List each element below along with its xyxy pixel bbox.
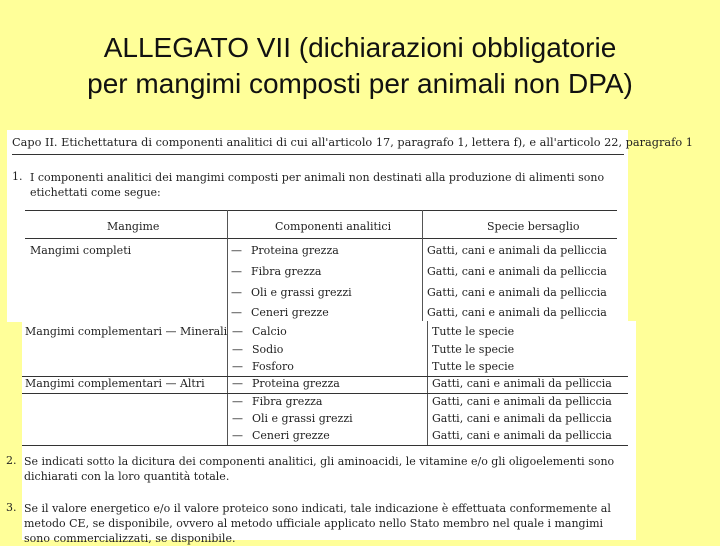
dash: — xyxy=(232,395,243,408)
item-1-number: 1. xyxy=(12,170,23,183)
feed-label: Mangimi complementari — Minerali xyxy=(25,325,228,338)
species-cell: Tutte le specie xyxy=(432,343,515,356)
item-3-number: 3. xyxy=(6,501,17,514)
species-cell: Gatti, cani e animali da pelliccia xyxy=(427,265,607,278)
species-cell: Tutte le specie xyxy=(432,360,515,373)
component-cell: Calcio xyxy=(252,325,287,338)
item-2-text: Se indicati sotto la dicitura dei componenti analitici, gli aminoacidi, le vitamine e/o gli oligoelementi sono dichiarati con la loro quantità totale. xyxy=(24,455,615,483)
species-cell: Gatti, cani e animali da pelliccia xyxy=(432,395,612,408)
table-bottom-rule xyxy=(22,445,628,446)
table-row xyxy=(232,360,294,373)
table-divider-2 xyxy=(427,321,428,445)
component-cell: Proteina grezza xyxy=(251,244,339,257)
row-rule xyxy=(22,393,628,394)
slide-title-line-1: ALLEGATO VII (dichiarazioni obbligatorie xyxy=(103,32,617,63)
species-cell: Gatti, cani e animali da pelliccia xyxy=(427,244,607,257)
table-row xyxy=(231,286,352,299)
species-cell: Tutte le specie xyxy=(432,325,515,338)
table-divider-1 xyxy=(227,210,228,322)
table-row xyxy=(232,429,330,442)
species-cell: Gatti, cani e animali da pelliccia xyxy=(427,286,607,299)
species-cell: Gatti, cani e animali da pelliccia xyxy=(432,377,612,390)
dash: — xyxy=(232,325,243,338)
species-cell: Gatti, cani e animali da pelliccia xyxy=(432,429,612,442)
component-cell: Fibra grezza xyxy=(251,265,322,278)
table-row xyxy=(231,244,339,257)
scanned-document-top xyxy=(7,130,693,322)
component-cell: Fibra grezza xyxy=(252,395,323,408)
table-row xyxy=(231,265,321,278)
table-header-feed: Mangime xyxy=(107,220,160,233)
table-divider-2 xyxy=(422,210,423,322)
table-top-rule xyxy=(25,210,617,211)
component-cell: Fosforo xyxy=(252,360,294,373)
dash: — xyxy=(232,377,243,390)
scanned-document-bottom xyxy=(6,321,636,545)
dash: — xyxy=(232,412,243,425)
component-cell: Ceneri grezze xyxy=(252,429,330,442)
item-1-text: I componenti analitici dei mangimi composti per animali non destinati alla produzione di alimenti sono etichettati come segue: xyxy=(30,171,605,199)
dash: — xyxy=(231,306,242,319)
component-cell: Oli e grassi grezzi xyxy=(252,412,353,425)
dash: — xyxy=(231,265,242,278)
component-cell: Proteina grezza xyxy=(252,377,340,390)
table-header-rule xyxy=(25,238,617,239)
dash: — xyxy=(232,429,243,442)
slide-title-line-2: per mangimi composti per animali non DPA) xyxy=(87,68,633,99)
dash: — xyxy=(232,360,243,373)
species-cell: Gatti, cani e animali da pelliccia xyxy=(432,412,612,425)
table-row xyxy=(231,306,329,319)
table-row xyxy=(232,343,283,356)
feed-label: Mangimi complementari — Altri xyxy=(25,377,205,390)
table-row xyxy=(232,325,287,338)
slide-title xyxy=(0,30,720,102)
table-header-species: Specie bersaglio xyxy=(487,220,580,233)
dash: — xyxy=(231,286,242,299)
chapter-heading: Capo II. Etichettatura di componenti analitici di cui all'articolo 17, paragrafo 1, lettera f), e all'articolo 22, paragrafo 1 xyxy=(12,136,693,149)
species-cell: Gatti, cani e animali da pelliccia xyxy=(427,306,607,319)
feed-label: Mangimi completi xyxy=(30,244,132,257)
table-row xyxy=(232,412,353,425)
item-3-text: Se il valore energetico e/o il valore proteico sono indicati, tale indicazione è effettuata conformemente al metodo CE, se disponibile, ovvero al metodo ufficiale applicato nello Stato membro nel quale i mangimi sono commercializzati, se disponibile. xyxy=(24,502,611,545)
component-cell: Oli e grassi grezzi xyxy=(251,286,352,299)
component-cell: Ceneri grezze xyxy=(251,306,329,319)
table-divider-1 xyxy=(227,321,228,445)
table-header-components: Componenti analitici xyxy=(275,220,392,233)
item-2-number: 2. xyxy=(6,454,17,467)
heading-rule xyxy=(12,154,624,155)
table-row xyxy=(232,395,322,408)
dash: — xyxy=(231,244,242,257)
table-row xyxy=(232,377,340,390)
dash: — xyxy=(232,343,243,356)
component-cell: Sodio xyxy=(252,343,284,356)
